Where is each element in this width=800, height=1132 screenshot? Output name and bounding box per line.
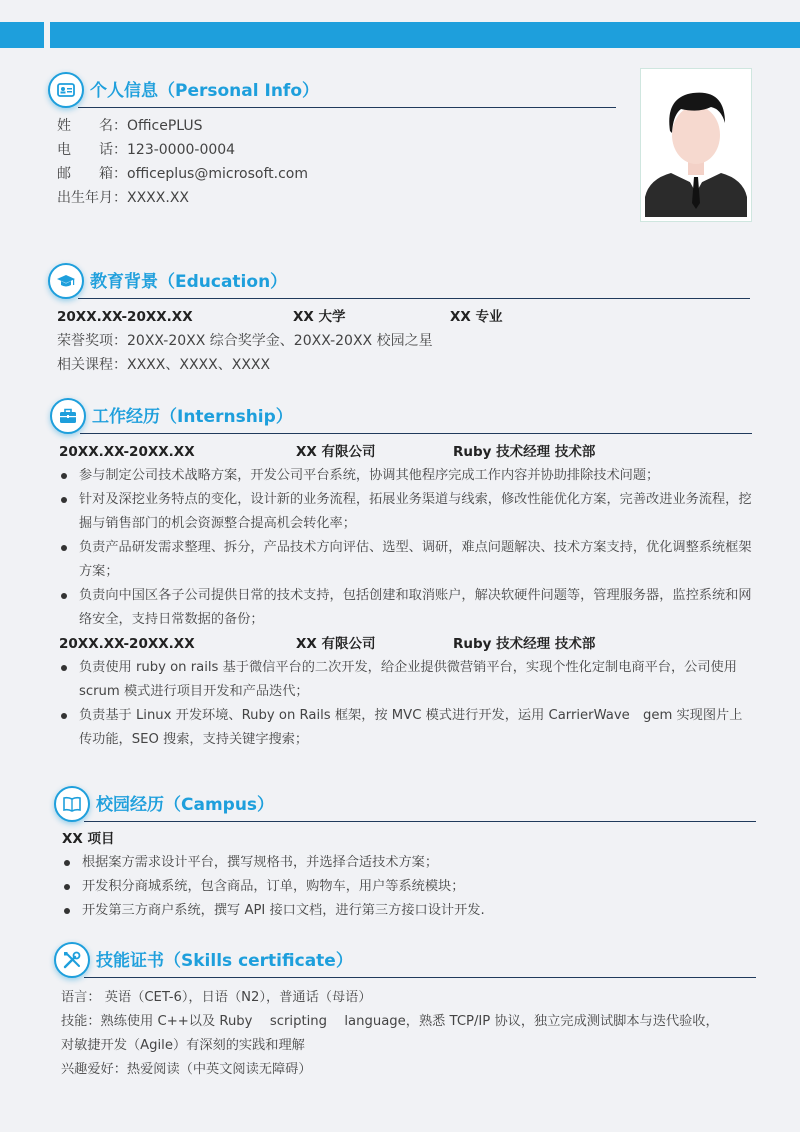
list-item: 参与制定公司技术战略方案，开发公司平台系统，协调其他程序完成工作内容并协助排除技术问题；: [59, 464, 752, 488]
list-item: 负责使用 ruby on rails 基于微信平台的二次开发，给企业提供微营销平台，实现个性化定制电商平台，公司使用 scrum 模式进行项目开发和产品迭代；: [59, 656, 752, 704]
tools-icon: [54, 942, 90, 978]
section-title: 工作经历（Internship）: [92, 407, 293, 427]
job-role: Ruby 技术经理 技术部: [453, 636, 596, 652]
section-header: [54, 942, 756, 978]
skills-tech-cont: 对敏捷开发（Agile）有深刻的实践和理解: [61, 1038, 305, 1053]
section-rule: [78, 107, 616, 108]
section-header: [50, 398, 752, 434]
list-item: 负责向中国区各子公司提供日常的技术支持，包括创建和取消账户，解决软硬件问题等，管理服务器，监控系统和网络安全，支持日常数据的备份；: [59, 584, 752, 632]
section-personal: [48, 72, 616, 210]
education-date: 20XX.XX-20XX.XX: [57, 309, 193, 325]
job-bullets: [59, 656, 752, 752]
section-skills: [54, 942, 756, 1082]
job-date: 20XX.XX-20XX.XX: [59, 636, 195, 652]
skills-body: [54, 986, 756, 1082]
education-courses: 相关课程：XXXX、XXXX、XXXX: [57, 357, 271, 373]
campus-body: [54, 827, 756, 923]
skills-hobbies: 兴趣爱好：热爱阅读（中英文阅读无障碍）: [61, 1062, 312, 1077]
section-header: [48, 72, 616, 108]
top-bar-right: [50, 22, 800, 48]
section-title: 个人信息（Personal Info）: [90, 81, 319, 101]
graduation-cap-icon: [48, 263, 84, 299]
skills-tech: 技能：熟练使用 C++以及 Ruby scripting language，熟悉 TCP/IP 协议，独立完成测试脚本与迭代验收，: [61, 1014, 719, 1029]
list-item: 开发积分商城系统，包含商品，订单，购物车，用户等系统模块；: [62, 875, 756, 899]
job-company: XX 有限公司: [296, 636, 376, 652]
education-major: XX 专业: [450, 309, 503, 325]
avatar-photo: [640, 68, 752, 222]
list-item: 根据案方需求设计平台，撰写规格书，并选择合适技术方案；: [62, 851, 756, 875]
section-rule: [78, 298, 750, 299]
job-header-row: [59, 632, 752, 656]
section-rule: [84, 977, 756, 978]
top-bar-left: [0, 22, 44, 48]
list-item: 负责产品研发需求整理、拆分，产品技术方向评估、选型、调研，难点问题解决、技术方案支持，优化调整系统框架方案；: [59, 536, 752, 584]
section-campus: [54, 786, 756, 923]
section-title: 技能证书（Skills certificate）: [96, 951, 353, 971]
education-header-row: [57, 305, 750, 329]
list-item: 开发第三方商户系统，撰写 API 接口文档，进行第三方接口设计开发.: [62, 899, 756, 923]
skills-language: 语言： 英语（CET-6），日语（N2），普通话（母语）: [61, 990, 372, 1005]
internship-body: [50, 440, 752, 752]
section-title: 教育背景（Education）: [90, 272, 288, 292]
section-header: [48, 263, 750, 299]
job-bullets: [59, 464, 752, 632]
personal-row-phone: 电 话：123-0000-0004: [57, 142, 236, 158]
book-icon: [54, 786, 90, 822]
briefcase-icon: [50, 398, 86, 434]
job-company: XX 有限公司: [296, 444, 376, 460]
section-rule: [80, 433, 752, 434]
personal-row-email: 邮 箱：officeplus@microsoft.com: [57, 166, 308, 182]
campus-bullets: [62, 851, 756, 923]
education-honors: 荣誉奖项：20XX-20XX 综合奖学金、20XX-20XX 校园之星: [57, 333, 433, 349]
list-item: 针对及深挖业务特点的变化，设计新的业务流程，拓展业务渠道与线索，修改性能优化方案，完善改进业务流程，挖掘与销售部门的机会资源整合提高机会转化率；: [59, 488, 752, 536]
personal-row-birth: 出生年月：XXXX.XX: [57, 190, 189, 206]
education-school: XX 大学: [293, 309, 346, 325]
personal-rows: [48, 114, 616, 210]
section-header: [54, 786, 756, 822]
job-role: Ruby 技术经理 技术部: [453, 444, 596, 460]
list-item: 负责基于 Linux 开发环境、Ruby on Rails 框架，按 MVC 模式进行开发，运用 CarrierWave gem 实现图片上传功能，SEO 搜索，支持关键字搜索；: [59, 704, 752, 752]
section-rule: [84, 821, 756, 822]
education-body: [48, 305, 750, 377]
section-title: 校园经历（Campus）: [96, 795, 275, 815]
section-internship: [50, 398, 752, 752]
campus-project: XX 项目: [62, 831, 115, 847]
id-card-icon: [48, 72, 84, 108]
section-education: [48, 263, 750, 377]
job-header-row: [59, 440, 752, 464]
personal-row-name: 姓 名：OfficePLUS: [57, 118, 203, 134]
job-date: 20XX.XX-20XX.XX: [59, 444, 195, 460]
